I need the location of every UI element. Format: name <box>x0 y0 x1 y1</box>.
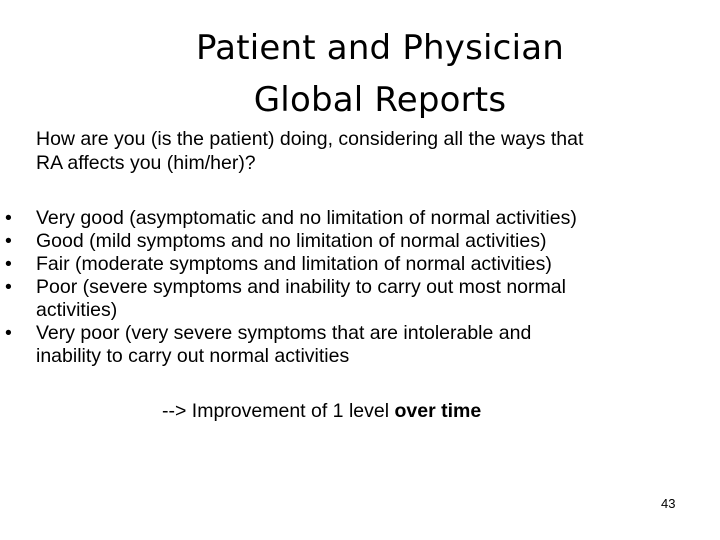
conclusion-emphasis: over time <box>394 400 482 422</box>
bullet-icon: • <box>5 230 12 252</box>
bullet-icon: • <box>5 322 12 344</box>
response-option-text: Poor (severe symptoms and inability to carry out most normal <box>36 276 566 298</box>
question-text <box>36 127 716 175</box>
bullet-icon: • <box>5 207 12 229</box>
response-option-good <box>0 230 720 253</box>
response-option-text: Good (mild symptoms and no limitation of normal activities) <box>36 230 547 252</box>
page-number: 43 <box>661 496 676 511</box>
response-option-text: Very poor (very severe symptoms that are intolerable and <box>36 322 532 344</box>
response-option-text-continued: inability to carry out normal activities <box>36 345 350 367</box>
slide-title <box>120 22 640 126</box>
response-options-list <box>0 207 720 368</box>
title-line-2: Global Reports <box>253 80 507 120</box>
conclusion-line <box>162 400 481 423</box>
bullet-icon: • <box>5 276 12 298</box>
question-line-1: How are you (is the patient) doing, considering all the ways that <box>36 128 584 150</box>
response-option-text-continued: activities) <box>36 299 118 321</box>
conclusion-prefix: --> Improvement of 1 level <box>162 400 395 422</box>
response-option-fair <box>0 253 720 276</box>
response-option-text: Very good (asymptomatic and no limitation of normal activities) <box>36 207 577 229</box>
response-option-very-good <box>0 207 720 230</box>
response-option-poor <box>0 276 720 322</box>
response-option-very-poor <box>0 322 720 368</box>
response-option-text: Fair (moderate symptoms and limitation of normal activities) <box>36 253 552 275</box>
title-line-1: Patient and Physician <box>195 28 565 68</box>
bullet-icon: • <box>5 253 12 275</box>
question-line-2: RA affects you (him/her)? <box>36 152 256 174</box>
